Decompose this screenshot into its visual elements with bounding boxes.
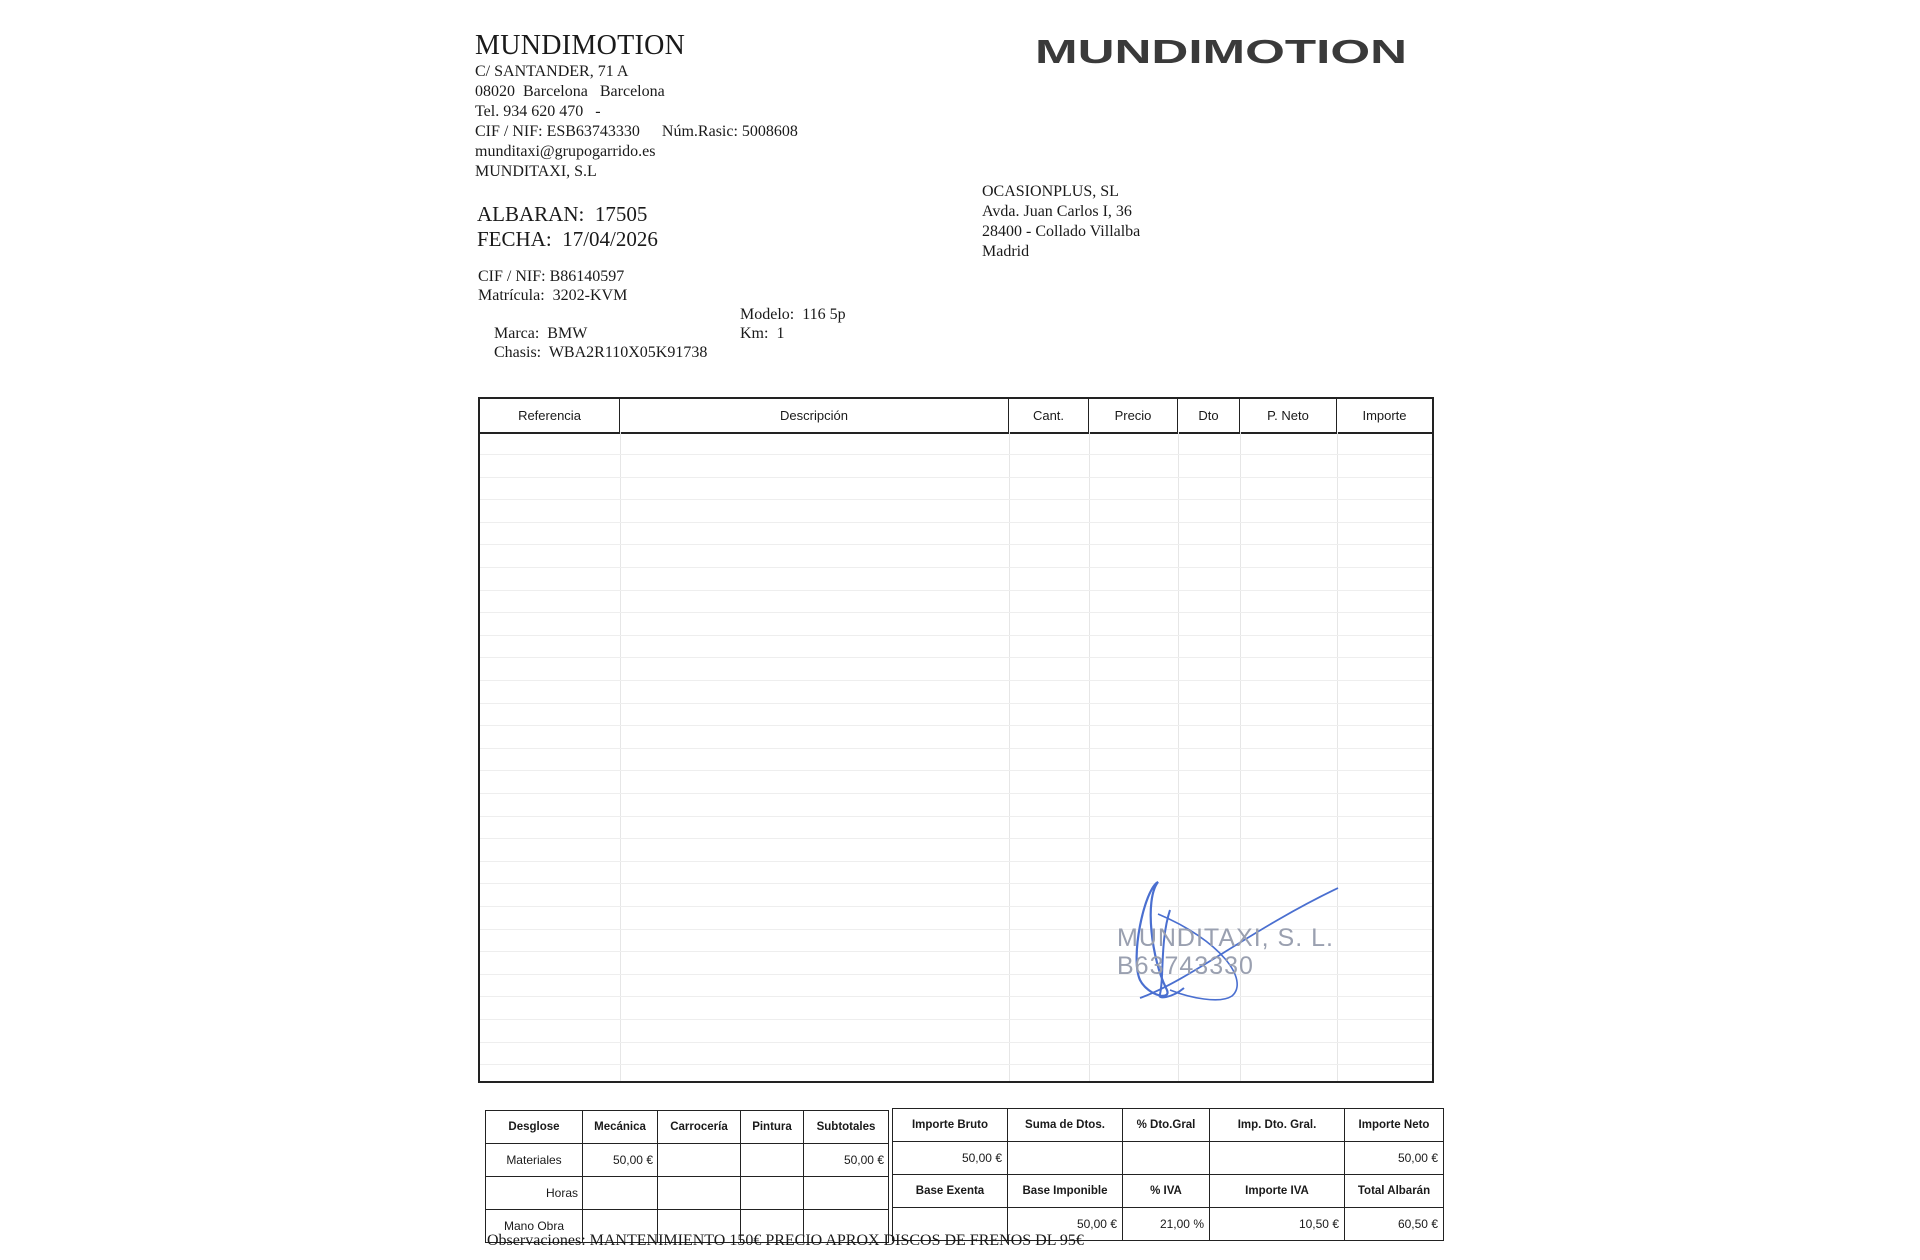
breakdown-header: Subtotales	[804, 1111, 889, 1144]
breakdown-pintura	[741, 1177, 804, 1210]
col-dto: Dto	[1178, 399, 1240, 432]
table-row-rule	[480, 477, 1432, 478]
breakdown-header: Pintura	[741, 1111, 804, 1144]
sender-city-line	[475, 82, 798, 102]
iva-percent-value: 21,00 %	[1123, 1208, 1210, 1241]
breakdown-row-label: Horas	[486, 1177, 583, 1210]
importe-neto-value: 50,00 €	[1345, 1142, 1444, 1175]
sender-province: Barcelona	[599, 83, 665, 100]
lines-table-header	[480, 399, 1432, 434]
importe-bruto-value: 50,00 €	[893, 1142, 1008, 1175]
totals-header: % Dto.Gral	[1123, 1109, 1210, 1142]
table-row-rule	[480, 1064, 1432, 1065]
logo-text: MUNDIMOTION	[1035, 34, 1407, 68]
table-row-rule	[480, 816, 1432, 817]
totals-header-row-bottom	[893, 1175, 1444, 1208]
table-row-rule	[480, 567, 1432, 568]
albaran-line	[477, 202, 658, 227]
vehicle-chasis-row	[478, 324, 785, 361]
table-row-rule	[480, 1019, 1432, 1020]
totals-header: Imp. Dto. Gral.	[1210, 1109, 1345, 1142]
base-imponible-value: 50,00 €	[1008, 1208, 1123, 1241]
fecha-line	[477, 227, 658, 252]
breakdown-header: Carrocería	[658, 1111, 741, 1144]
breakdown-subtotal	[804, 1177, 889, 1210]
column-divider	[1089, 432, 1090, 1081]
breakdown-table	[485, 1110, 889, 1243]
albaran-number: 17505	[594, 202, 648, 226]
table-row-rule	[480, 522, 1432, 523]
total-albaran-value: 60,50 €	[1345, 1208, 1444, 1241]
totals-header: Base Exenta	[893, 1175, 1008, 1208]
table-row-rule	[480, 793, 1432, 794]
sender-ids	[475, 122, 798, 142]
brand-logo-svg	[1035, 34, 1410, 68]
fecha-label: FECHA:	[477, 227, 552, 251]
sender-company: MUNDITAXI, S.L	[475, 163, 597, 180]
table-row-rule	[480, 590, 1432, 591]
breakdown-row-label: Mano Obra	[486, 1210, 583, 1243]
column-divider	[1009, 432, 1010, 1081]
sender-block	[475, 30, 798, 182]
totals-table	[892, 1108, 1444, 1241]
breakdown-carroceria	[658, 1177, 741, 1210]
recipient-province: Madrid	[982, 243, 1030, 260]
table-row-rule	[480, 657, 1432, 658]
breakdown-mecanica	[583, 1177, 658, 1210]
breakdown-pintura	[741, 1144, 804, 1177]
col-descripcion: Descripción	[620, 399, 1009, 432]
table-row-rule	[480, 454, 1432, 455]
recipient-name: OCASIONPLUS, SL	[982, 183, 1119, 200]
table-row-rule	[480, 612, 1432, 613]
table-row-rule	[480, 861, 1432, 862]
column-divider	[620, 432, 621, 1081]
company-stamp	[1117, 924, 1334, 980]
table-row-rule	[480, 1042, 1432, 1043]
recipient-postal-city: 28400 - Collado Villalba	[982, 223, 1141, 240]
table-row-rule	[480, 725, 1432, 726]
col-referencia: Referencia	[480, 399, 620, 432]
albaran-label: ALBARAN:	[477, 202, 585, 226]
breakdown-row	[486, 1177, 889, 1210]
col-cant: Cant.	[1009, 399, 1089, 432]
vehicle-info	[478, 267, 846, 361]
suma-dtos-value	[1008, 1142, 1123, 1175]
table-row-rule	[480, 748, 1432, 749]
importe-iva-value: 10,50 €	[1210, 1208, 1345, 1241]
table-row-rule	[480, 838, 1432, 839]
totals-header: Importe IVA	[1210, 1175, 1345, 1208]
sender-email: munditaxi@grupogarrido.es	[475, 143, 656, 160]
totals-header: Base Imponible	[1008, 1175, 1123, 1208]
sender-cif: CIF / NIF: ESB63743330	[475, 123, 640, 140]
totals-header: Importe Neto	[1345, 1109, 1444, 1142]
sender-postal-code: 08020	[475, 83, 515, 100]
fecha-value: 17/04/2026	[562, 227, 658, 251]
col-p-neto: P. Neto	[1240, 399, 1337, 432]
sender-address: C/ SANTANDER, 71 A	[475, 63, 629, 80]
col-precio: Precio	[1089, 399, 1178, 432]
table-row-rule	[480, 544, 1432, 545]
table-row-rule	[480, 770, 1432, 771]
totals-header-row-top	[893, 1109, 1444, 1142]
totals-values-row-top	[893, 1142, 1444, 1175]
sender-city: Barcelona	[523, 83, 588, 100]
totals-header: Importe Bruto	[893, 1109, 1008, 1142]
breakdown-row-label: Materiales	[486, 1144, 583, 1177]
vehicle-marca: Marca: BMW	[494, 325, 588, 342]
totals-header: Suma de Dtos.	[1008, 1109, 1123, 1142]
sender-rasic: Núm.Rasic: 5008608	[661, 123, 798, 140]
dto-gral-value	[1123, 1142, 1210, 1175]
table-row-rule	[480, 680, 1432, 681]
breakdown-header: Desglose	[486, 1111, 583, 1144]
breakdown-mecanica: 50,00 €	[583, 1144, 658, 1177]
recipient-block	[982, 182, 1140, 262]
document-meta	[477, 202, 658, 252]
imp-dto-gral-value	[1210, 1142, 1345, 1175]
table-row-rule	[480, 635, 1432, 636]
sender-name: MUNDIMOTION	[475, 30, 686, 61]
stamp-line-1: MUNDITAXI, S. L.	[1117, 924, 1334, 952]
recipient-address: Avda. Juan Carlos I, 36	[982, 203, 1132, 220]
sender-phone: Tel. 934 620 470 -	[475, 103, 601, 120]
totals-header: % IVA	[1123, 1175, 1210, 1208]
stamp-line-2: B63743330	[1117, 952, 1254, 980]
vehicle-chasis: Chasis: WBA2R110X05K91738	[494, 344, 708, 361]
brand-logo	[1035, 34, 1410, 68]
breakdown-row	[486, 1144, 889, 1177]
table-row-rule	[480, 499, 1432, 500]
observations: Observaciones: MANTENIMIENTO 150€ PRECIO APROX DISCOS DE FRENOS DL 95€	[487, 1232, 1084, 1249]
totals-header: Total Albarán	[1345, 1175, 1444, 1208]
breakdown-subtotal: 50,00 €	[804, 1144, 889, 1177]
col-importe: Importe	[1362, 408, 1407, 423]
vehicle-modelo: Modelo: 116 5p	[740, 306, 846, 323]
vehicle-cif: CIF / NIF: B86140597	[478, 268, 625, 285]
vehicle-matricula: Matrícula: 3202-KVM	[478, 287, 628, 304]
breakdown-header-row	[486, 1111, 889, 1144]
vehicle-km: Km: 1	[740, 325, 785, 342]
table-row-rule	[480, 703, 1432, 704]
breakdown-carroceria	[658, 1144, 741, 1177]
breakdown-header: Mecánica	[583, 1111, 658, 1144]
